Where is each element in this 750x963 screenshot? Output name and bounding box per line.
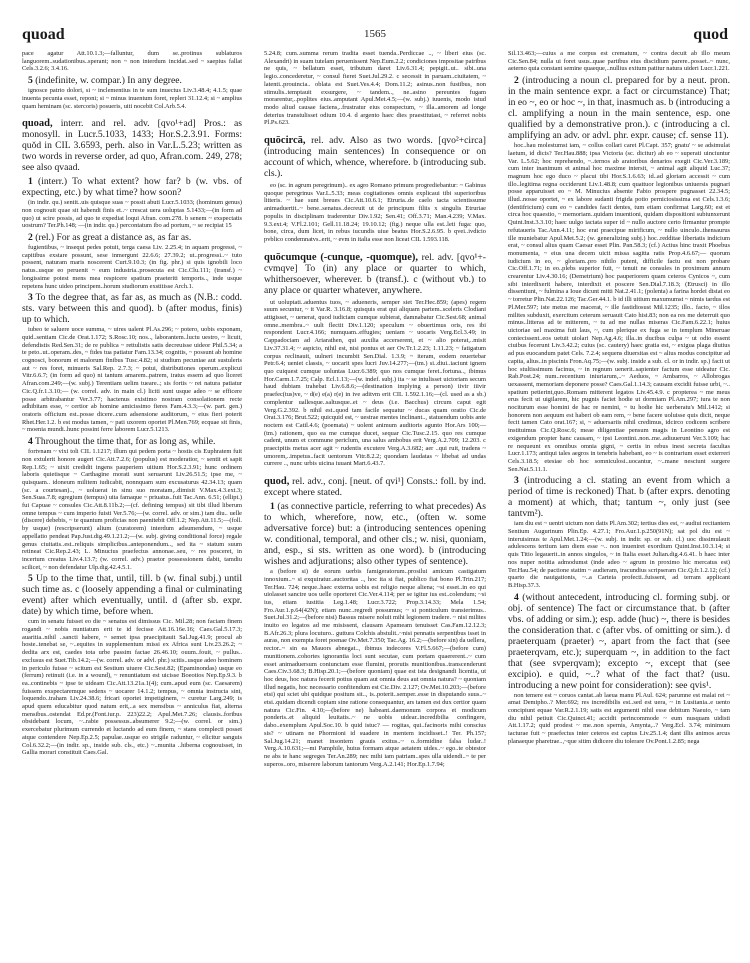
citation-block: 5.24.8; cum..summa rerum tradita esset tuenda..Perdiccae .., ~ liberi eius (sc. Alexandri) in suam tutelam peruenissent Nep.Eum.2.2; condiciones impositae patribus ne quis, ~ bellatum esset, tributum daret Liv.6.31.4; pepigit..ut.. sibi..una legio..concederetur, ~ consul fieret Suet.Jul.29.2. c secessit in paruam..ciuitatem, ~ latenti..prouincia.. oblata est Suet.Ves.4.4; Dom.11.2; asinus..non fustibus, non stimulis..temptauit exsurgere, ~ tandem.., ne..asino pereuntes fugam morarentur,..poplites eius..amputant Apul.Met.4.5;—(w. subj.) iuuenis, modo istud modo aliud causae faciens,..frustratur eius conspectum, ~ illa..amorem ad longe deterius transtulisset odium 10.4. d argento haec dies praestitutast, ~ referret nobis Pl.Ps.623. xyxy=(264,50,486,127)
entry-headword: quōcumque (-cunque, -quomque), xyxy=(264,251,419,263)
dictionary-entry xyxy=(264,476,486,498)
citation-block: cum in senatu fuisset eo die ~ senatus est dimissus Cic. Mil.28; non faciam finem rogandi ~ nobis nuntiatum erit te id fecisse Att.16.16e.16; Caes.Gal.5.17.3; auaritia..nihil ..sancti habere, ~ semet ipsa praecipitauit Sal.Jug.41.9; procul ab hoste..tenebat se, ~..equites in supplementum missi ex Africa sunt Liv.23.26.2; ~ dedita arx est, caedes tota urbe passim factae 26.46.10; ouum..fouit, ~ pullus.. exclusus est Suet.Tib.14.2;—(w. correl. adv. or advl. phr.) scitis..usque adeo hominem in periculo fuisse ~ scitum est Sestium uiuere Cic.Sest.82; (Epaminondas) usque eo (ferrum) retinuit (i.e. in a wound), ~ renuntiatum est uicisse Boeotios Nep.Ep.9.3. b ea..continebis ~ ipse te uideam Cic.Att.13.21a.1(4); cum..apud eum (sc. Caesarem) fuissem exspectaremque sedens ~ uocarer 14.1.2; tempus, ~ omnia instructa sint, loquendo..traham Liv.24.38.6; fricari oportet impetiginem, ~ curetur Larg.249; is apud quem educabitur quod natum erit,..a sex mensibus ~ anniculus fiat, alterna mensibus..ostendat Ed.pr.(Font.iur.p. 223)22.2; Apul.Met.7.26; clausis..foribus obsidebant locum, ~..rabie possessus..absumerer 9.2;—(w. correl. or sim.) exercebatur plurimum currendo et luctando ad eum finem, ~ stans complecti posset atque contendere Nep.Ep.2.5; papulae..usque eo strigile raduntur, ~ elicitur sanguis Col.6.32.2;—(in indir. sp., inside sub. cls., etc.) ~..munita ..hiberna cognouisset, in Gallia morari constituit Caes.Gal. xyxy=(22,618,242,757)
sense-number: 4 xyxy=(514,591,519,603)
sense-text: (without antecedent, introducing cl. forming subj. or obj. of sentence) The fact or circumstance that. b (after vbs. of adding or sim.); esp. adde (huc) ~, there is besides the consideration that. c (after vbs. of omitting or sim.). d praeterquam (praeter) ~, apart from the fact that (see praeterqvam, etc.); superquam ~, in addition to the fact that (see svperqvam); excepto ~, except that (see excipio). e quid, ~..? what of the fact that? (usu. introducing a new point for consideration): see qvis¹. xyxy=(508,591,731,691)
sense-definition xyxy=(22,176,242,198)
sense-number: 3 xyxy=(514,475,519,487)
column-2 xyxy=(264,50,486,769)
sense-text: Up to the time that, until, till. b (w. final subj.) until such time as. c (loosely appending a final or culminating event) after which eventually, until. d (after sb. expr. date) by which time, before when. xyxy=(22,573,242,618)
sense-text: (as connective particle, referring to what precedes) As to which, wherefore, now, etc., (often w. some adversative force) but: a (introducing sentences opening w. conditional, temporal, and other cls.; w. nisi, quoniam, and, esp., si sts. written as one word). b (introducing wishes and adjurations; also other types of sentence). xyxy=(264,501,486,568)
citation-block: Sil.13.463;—cuius a me corpus est crematum, ~ contra decuit ab illo meum Cic.Sen.84; nulla ui foret usus..quae partibus eius discidium parere..posset..~ nunc, aeterno quia constant semine quaeque,..nullius exitum patitur natura uideri Lucr.1.221. xyxy=(508,50,730,73)
entry-headword: quod, xyxy=(264,476,290,488)
sense-text: (indefinite, w. compar.) In any degree. xyxy=(35,75,182,87)
sense-definition xyxy=(22,232,242,243)
sense-definition xyxy=(22,436,242,447)
sense-number: 1 xyxy=(28,176,33,188)
sense-number: 3 xyxy=(28,292,33,304)
sense-number: 5 xyxy=(28,573,33,585)
citation-block: iubeo te saluere uoce summa, ~ uires ualent Pl.As.296; ~ potero, uobis exponam, quid..sentiam Cic.de Orat.1.172; S.Rosc.10; nos.., laborantem..luctu uestro, ~ licuit, defendistis Red.Sen.31; de re publica ~ rettulistis satis decreuisse uideor Phil.5.34; a te peto..ut..operam..des, ~ fides tua patiatur Fam.13.34; cognitis, ~ possunt ab homine cognosci, bonorum et malorum finibus Tusc.4.82; si studium pecuniae aut sustuleris aut ~ res foret, minueris Sal.Rep. 2.7.3; ~ potui, distributiones operum..explicui Vitr.6.6.7; (in form ad quo) ni tantum amarem..patrem, iratus essem ad quo liceret Afran.com.249;—(w. subj.) Terentiam uelim tueare..; sis fortis ~ rei natura patiatur Cic.Q.fr.1.3.10;— (w. correl. adv. in main cl.) liciti sunt usque adeo ~ se efficere posse arbitrabantur Ver.3.77; hactenus existimo nostram consolationem recte adhibitam esse, ~ certior ab homine amicissimo fieres Fam.4.3.3;—(w. part. gen.) oratoris officium est..posse dicere..cum adsensione auditorum, ~ eius fieri poterit Rhet.Her.1.2. b est modus tamen, ~ pati uxorem oportet Pl.Men.769; ecquae sit finis, ~ moenia mundi..hunc possint ferre laborem Lucr.5.1213. xyxy=(22,326,242,434)
page-number: 1565 xyxy=(364,28,386,40)
sense-text: (rel.) For as great a distance as, as far as. xyxy=(35,232,192,244)
sense-text: (introducing a noun cl. prepared for by a neut. pron. in the main sentence expr. a fact or circumstance) That; in eo ~, eo or hoc ~, in that, inasmuch as. b (introducing a cl. amplifying a noun in the main sentence, esp. one qualified by a demonstrative pron.). c (introducing a cl. amplifying an adv. or advl. phr. expr. cause; cf. sense 11). xyxy=(508,75,730,142)
citation-block: ut uoluptati..aduentus tuos, ~ adueneris, semper siet Ter.Hec.859; (apes) regem suum secuntur, ~ it Var.R. 3.16.8; quisquis erat qui aliquam partem..sceleris Clodiani attigisset, ~ uenerat, quod iudiciam cumque subierat, damnabatur Cic.Sest.68; animal omne..membra..~ uult flectit Div.1.120; speculum ~ obuertimus oris, res ibi respondent Lucr.4.166; numquam..effugies; ueniam ~ uocaris Verg.Ecl.3.49; in Cappadociam ad Ariarathen, qui auxilia accerserent, et ~ alio poterat,..misit Liv.37.31.4; ~ aspicio, nihil est, nisi pontus et aer Ov.Tr.1.2.23; 1.11.23; ~ fatigatum corpus reclinauit, uulneri incumbit Sen.Dial. 1.3.9; ~ iteram, eodem reuertebar Petr.6.4; ueniet classis, ~ uocarit spes lucri Juv.14.277;—(tm.) si..diui..iaciunt ignem quo cuiquest cumque uoluntas Lucr.6.389; quo nos cumque feret..fortuna.., ibimus Hor.Carm.1.7.25; Calp. Ecl.1.13;—(w. indef. subj.) ita ~ se intulisset uictoriam secum haud dubiam trahebat Liv.6.8.6;—(destination implying a person) iivir iiivir praefec(tus)ve, ~ d(e) e(a) r(e) in ive aditvm erit CIL 1.592.1.16;—(cl. used as a sb.) complentur uallesque..saltusque..et ~ deus (i.e. Bacchus) circum caput egit Verg.G.2.392. b nihil est..quod tam facile sequatur ~ ducas quam oratio Cic.de Orat.3.176; Brut.522; quicquid est, ~ uestrae mentes inclinant.., statuendum uobis ante noctem est Catil.4.6; (poemata) ~ uolent animum auditoris agunto Hor.Ars 100;—(tm.) rationem, quo ea me cumque ducet, sequar Cic.Tusc.2.15. quo res cumque cadent, unum et commune periclum, una salus ambobus erit Verg.A.2.709; 12.203. c praecipitis metus acer agit ~ rudentis excutere Verg.A.3.682; aer ..qui ruit, tradens ~ umorem,..impetus..facit uentorum Vitr.8.2.2; quondam laudatas ~ libebat ad undas currere .., nunc urbis uicina iuuant Mart.6.43.7. xyxy=(264,298,486,468)
citation-block: non temere est ~ coruos cantat..ab laeua manu Pl.Aul. 624; parumne est malai rei ~ amat Demipho..? Mer.692; res incredibilis est..sed est uera, ~ in Lusitania..e uento concipiunt equae Var.R.2.1.19; satis est argumenti nihil esse debitum Naeuio, ~ tam diu nihil petiuit Cic.Quinct.41; accidit perincommode ~ eum nusquam uidisti Att.1.17.2; quid prodest ~ me..non spernis, Amynta,..? Verg.Ecl. 3.74; minimum iacturae fuit ~ praefectus inter ceteros est captus Liv.25.1.4; dant illis animos arcus planaeque pharetrae..,~que sitim didicere diu tolerare Ov.Pont.1.2.85; nega xyxy=(508,691,730,745)
sense-text: To the degree that, as far as, as much as (N.B.: codd. sts. vary between this and quod). b (after modus, finis) up to which. xyxy=(22,292,242,326)
citation-block: iam diu est ~ uentri uictum non datis Pl.Am.302; tertius dies est, ~ audiui recitantem Sentium Augurinum Plin.Ep. 4.27.1; Fro.Aur.1.p.250(91N); sat pol diu est ~ interuisimus te Apul.Met.1.24;—(w. subj. in indir. sp. or sub. cl.) uoc dissimulauit adulescens tertium iam diem esse ~.. non inueniret exordium Quint.Inst.10.3.14; si quis Titio legauerit..in annos singulos, ~ in Italia esset Julian.dig.4.6.41. b haec inter nos nuper notitia admodumst (inde adeo ~ agrum in proximo hic mercatus est) Ter.Hau.54; de pactione statim ~ audieram, iracundius scripseram Cic.Q.fr.1.2.12; (cf.) quarto die nauigationis, ~..a Carteia profecti..fuissent, ad terram applicant B.Hisp.37.3. xyxy=(508,520,730,589)
citation-block: eo (sc. in agrum peregrinum).. ex agro Romano primum progrediebantur: ~ Gabinus quoque peregrinus Var.L.5.33; meas cogitationes omnis explicaui tibi superioribus litteris. ~ hae sunt breues Cic.Att.10.6.1; Etruria..de caelo tacta scientissume animaduertit..~ bene..senatus..decreuit ut de principum filiis x singulis Etruriae populis in disciplinam traderentur Div.1.92; Sen.41; Off.3.71; Man.4.239; V.Max. 9.3.ext.4; V.Fl.2.101; Gell.11.18.24; 19.10.12; (fig.) neque ulla est..leti fuga: quo, bone, circa, dum licet, in rebus iucundis uiue beatus Hor.S.2.6.95. b qvei..ivdicio pvblico condemnatvs..erit, ~ evm in italia esse non liceat CIL 1.593.118. xyxy=(264,182,486,243)
entry-headword: quōcircā, xyxy=(264,135,306,147)
column-1 xyxy=(22,50,242,758)
dictionary-entry xyxy=(22,118,242,173)
right-guideword: quod xyxy=(693,26,728,43)
sense-definition xyxy=(508,75,730,141)
entry-etymology: rel. adv. Also as two words. [qvo²+circa] (introducing main sentences) In consequence or on account of which, whence, wherefore. b (introducing sub. cls.). xyxy=(264,135,486,180)
entry-etymology: rel. adv., conj. [neut. of qvi¹] Consts.: foll. by ind. except where stated. xyxy=(264,476,487,499)
sense-definition xyxy=(508,475,730,519)
sense-number: 2 xyxy=(28,232,33,244)
dictionary-entry xyxy=(264,252,486,296)
sense-text: (introducing a cl. stating an event from which a period of time is reckoned) That. b (after exprs. denoting a moment) at which, that; tantum ~, only just (see tantvm²). xyxy=(508,475,730,520)
citation-block: (in indir. qu.) sentit..uis quisque suas ~ possit abuti Lucr.5.1033; (hominum genus) non cognouit quae sit habendi finis et..~ crescat uera uoluptas 5.1433;—(in form ad quo) ut scire possis, ad quo te expediat loqui Afran. com.278. b senem ~ exspectatis uostrum? Ter.Ph.148; —(in indir. qu.) percontatum ibo ad portum, ~ se recipiat 15 xyxy=(22,199,242,230)
citation-block: fortvnam ~ vixi toli CIL 1.1217; illum qui pedem porta ~ hostis cis Euphratem fuit non extulerit honore augeri Cic.Att.7.2.6; (populus) est moderatior, ~ sentit et sapit Rep.1.65; ~ uixit credidit ingens pauperiem uitium Hor.S.2.3.91; hunc ordinem laboris quietisque ~ Carthagine morati sunt seruarunt Liv.26.51.5; ipse me, ~ quisquam.. idoneum militem iudicabit, nonnquam sum excusaturus 42.34.13; quam (sc. a courtesan).., ~ uoluerat in sinu suo moratam,..dimisit V.Max.4.3.ext.3; Sen.Suas.7.8; egregium (tempus) uita famaque ~ priuatus..fuit Tac.Ann. 6.51; (ellipt.) fui Capuae ~ consules Cic.Att.8.11b.2;—(cf. defining tempus) sit tibi illud liberum omne tempus ~ cum imperio fuisti Ver.5.76;—(w. correl. adv. or sim.) tam diu.. uelle (discere) debebis, ~ te quantum proficias non paenitebit Off.1.2; Nep.Att.11.5;—(foll. by usque) (rescripserunt) alium (curatorem) interdum adsumendum, ~ usque appellatio pendeat Pap.Just.dig.49.1.21.2;—(w. subj. giving conditional force) regale genus ciuitatis..est..reliquis simplicibus..anteponendum.., sed ita ~ statum suum retineat Cic.Rep.2.43; L. Minucius praefectus annonae..seu, ~ res posceret, in incertum creatus Liv.4.13.7; (w. correl. adv.) praetor possessionem dabit, tamdiu scilicet, ~ non defendatur Ulp.dig.42.4.5.1. xyxy=(22,448,242,571)
citation-block: a (before si) de eorum uerbis famigeratorum..prosilui amicum castigatum innoxium..~ si exquiratur..auctoritas .., hoc ita si fiat, publico fiat bono Pl.Trin.217; Ter.Hau. 724; neque..haec externa uobis est religio neque aliena; ~si esset..in eo qui uiolasset sancire uos uelle oporteret Cic.Ver.4.114; per se igitur ius est..colendum; ~si ius, etiam iustitia Leg.1.48; Lucr.3.722; Prop.3.14.33; Mela 1.54; Fro.Aur.1.p.64(42N); etiam nunc..regredi possumus; ~ si ponticulum transierimus.. Suet.Jul.31.2;—(before nisi) Bassus misere noluit mihi legionem tradere. ~ nisi milites inuito eo legatos ad me misissent, clausam Apameam tenuisset Cas.Fam.12.12.3; B.Afr.26.3; plura locuturo.. guttura Colchis abstulit..~nisi pennatis serpentibus isset in auras, non exempta foret poenae Ov.Met.7.350; Tac.Ag. 16.2;—(before sin) da uellera, rector..~ sin ea Mauors abnegat.., ibimus indecores V.Fl.5.667;—(before cum) munitionem..cohortes ignorantia loci sunt secutae, cum portam quaererent..~ cum esset animaduersum coniunctam esse flumini, prorutis munitionibus..transcenderunt Caes.Civ.3.68.3; B.Hisp.20.1;—(before quoniam) quae est ista designandi licentia, ut hoc deus, hoc natura fecerit potius quam aut omnia deus aut omnia natura? ~ quoniam illud negatis, hoc necessario confitendum est Cic.Div. 2.127; Ov.Met.10.203;—(before etsi) qui sciet ubi quidque positum sit.., is..poterit..semper..esse in disputando suus..~ etsi..quidam dicendi copiam sine ratione consequantur, ars tamen est dux certior quam natura Cic.Fin. 4.10;—(before ne) habeant..daemonum corpora et modicum ponderis..et aliquid leuitatis..~ ne uobis uidear..incredibilia confingere, dabo..exemplum Apul.Soc.10. b quid istuc? — rogitas, qui..facinoris mihi conscius sis? ~ utinam ne Phormioni id suadere in mentem incidisset..! Ter. Ph.157; Sal.Jug.14.21; manet insontem grauis exitus..~ o..formidine falsa ludar..! Verg.A.10.631;—mi Pamphile, huius formam atque aetatem uides..~ ego..te obtestor ne abs te hanc segreges Ter.An.289; nec mihi iam patriam..spes ulla uidendi..~ te per superos..oro, miserere laborum tantorum Verg.A.2.141; Hor.Ep.1.7.94; xyxy=(264,568,486,768)
citation-block: ignosce patrio dolori, si ~ inclementius in te sum inuectus Liv.3.48.4; 4.1.5; quae inuenta pecunia esset, reponi; si ~ minus inuentum foret, repleri 31.12.4; si ~ amplius quam heminam (sc. stercoris) posueris, uiti nocebit Col.Arb.5.4. xyxy=(22,87,242,110)
citation-block: hoc..hau molestumst iam, ~ collus collari caret Pl.Capt. 357; gnatu' ~ se adsimulat laetum, id dicis? Ter.Hau.888; ipsa Victoria (sc. dicitur) ab eo ~ superati uinciuntur Var. L.5.62; hoc reprehendo, ~..ternos ab aratoribus denarios exegit Cic.Ver.3.189; cum inter inanimum et animal hoc maxime intersit, ~ animal agit aliquid Luc.37; magnum hoc ego duco ~ placui tibi Hor.S.1.6.63; id..ad gloriam accessit ~ cum illo..legitima regna occiderunt Liv.1.48.8; cum quattuor legionibus uniuersis pugnari posse apparuisset eo ~ M. Minucius absente Fabio prospere pugnasset 22.34.5; illud..nosse oportet, ~ ex labore sudanti frigida potio perniciosissima est Cels.1.3.6; (dentifricium) cum eo ~ candides facit dentes, tum etiam confirmat Larg.60; est et circa hoc quaestio, ~ memoriam..quidam inuentioni, quidam dispositioni subiunxerunt Quint.Inst.3.3.10; haec uulgo iactata super id ~ nullo auctore certo firmantur prompte refutaueris Tac.Ann.4.11; hoc erat praecipue mirificum, ~ nullo uinculo..thensaurus ille muniebatur Apul.Met.5.2; (w. generalizing subj.) hoc..redditae libertatis indicium erat, ~ consul alius quam Caesar esset Plin. Pan.58.3; (cf.) Actius hinc traxit Phoebus monumenta, ~ eius una decem uicit missa sagitta ratis Prop.4.6.67;— quorum iudicium in eo, ~ gloriam..pro nihilo putent, difficile factu est non probare Cic.Off.1.71; in eo..plebs superior fuit, ~ tenuit ne consules in proximum annum crearentur Liv.4.30.16; (Demetrium) hoc pauperiorem quam ceteros Cynicos ~, cum sibi interdixerit habere, interdixit et poscere Sen.Dial.7.18.3; (Etrusci) in illo dissentiunt, ~ fulmina a Ioue dicunt mitti Nat.2.41.1; (polenta) a farina hordei distat eo ~ torretur Plin.Nat.22.126; Tac.Ger.44.1. b id illi uitium maxumumst ~ nimis tardus est Pl.Mer.597; iste metus me macerat, ~ ille fastidiosust Mil.1235; illo.. facto, ~ illos milites subduxit, exercitum ceterum seruauit Cato hist.83; non ea res me deterruit quo minus..litteras ad te mitterem, ~ tu ad me nullas miseras Cic.Fam.6.22.1; huius uictoriae uel maxima fuit laus, ~, cum plerique ex fuga se in templum Mineruae coniecissent..eos uetuit uiolari Nep.Ag.4.6; illa..in ducibus culpa ~ ut odio essent ciuibus fecerunt Liv.3.42.2; cuius (sc. cautery) haec gratia est, ~ exigua plaga diutius ad pus euocandum patet Cels. 7.2.4; sequens diuersitas est ~ alius modus concipitur ad capita, alius..in piscinis Fron.Aq.75;—(w. subj. inside a sub. cl. or in indir. sp.) facit ut hoc stultissimum facinus, ~ in regnum uenerit..sapienter factum esse uideatur Cic. Rab.Post.24; num..recentium iniuriarum,..~ Aeduos, ~ Ambarros, ~ Allobrogas uexassent, memoriam deponere posse? Caes.Gal.1.14.3; causam excidii fuisse urbi, ~.. spatium petierint,quo..Romam mitterent legatos Liv.45.4.9. c propterea ~ me meus erus fecit ut uigilarem, hic pugnis faciet hodie ut dormiam Pl.Am.297; iura te non nociturum esse homini de hac re nemini, ~ tu hodie hic uerberatu's Mil.1412; si honorem non aequum est haberi ob eam rem, ~ bene facere uoluisse quis dicit, neque fecit tamen Cato orat.167; si, ~ aduersariis nihil credimus, idcirco codicem scribere instituimus Cic.Q.Rosc.6; meae diligentiae pensum magis in Leontino agro est exigendum propter hanc causam, ~ ipsi Leontini..non..me..adiuuerunt Ver.3.109; hac re nequeunt ex omnibus omnia gigni, ~ certis in rebus inest secreta facultas Lucr.1.173; antiqui tales aegros in tenebris habebant, eo ~ is contrarium esset exterreri Cels.3.18.5; etesiae ob hoc somniculosi..uocantur, ~..mane nesciunt surgere Sen.Nat.5.11.1. xyxy=(508,142,731,473)
column-3 xyxy=(508,50,730,747)
sense-text: Throughout the time that, for as long as, while. xyxy=(35,436,216,448)
citation-block: pace agatur Att.10.1.3;—falluntur, dum se..protinus sublaturos languorem..sudationibus..sperant; non ~ non interdum incidat..sed ~ saepius fallat Cels.3.2.6; 3.4.16. xyxy=(22,50,242,73)
entry-etymology: rel. adv. [qvo¹+-cvmqve] To (in) any place or quarter to which, whithersoever, wherever. b (transf.). c (without vb.) to any place or quarter whatever, anywhere. xyxy=(264,251,486,296)
sense-number: 2 xyxy=(514,75,519,87)
citation-block: fugientibus, ~ insequi pedes potuit, terga caesa Liv. 2.25.4; in aquam progressi, ~ capitibus exstare possunt, sese inmergunt 22.6.6; 27.39.2; ut..progressi..~ tuto possent, naturam maris noscerent Curt.9.10.3; (in fig. phr.) si quis ignobili loco natus..usque eo peruenit ~ eum industria..prosecuta est Cic.Clu.111; (transf.) ~ longissime potest mens mea respicere spatium praeteriti temporis.., inde usque repetens hunc uideo principem..horum studiorum exstitisse Arch.1. xyxy=(22,244,242,290)
running-head xyxy=(0,26,750,46)
entry-headword: quoad, xyxy=(22,118,53,130)
sense-text: (interr.) To what extent? how far? b (w. vbs. of expecting, etc.) by what time? how soon? xyxy=(22,176,242,199)
entry-etymology: interr. and rel. adv. [qvo¹+ad] Pros.: as monosyll. in Lucr.5.1033, 1433; Hor.S.2.3.91. Forms: quŏd in CIL 3.6593, perh. also in Var.L.5.23; written as two words in reverse order, ad quo, Afran.com. 249, 278; see also qvaad. xyxy=(22,118,242,174)
sense-definition xyxy=(508,592,730,691)
sense-definition xyxy=(22,573,242,617)
dictionary-entry xyxy=(264,135,486,179)
left-guideword: quoad xyxy=(22,26,65,43)
sense-number: 1 xyxy=(270,501,275,513)
sense-number: 4 xyxy=(28,436,33,448)
sense-number: 5 xyxy=(28,75,33,87)
sense-definition xyxy=(22,75,242,86)
sense-definition xyxy=(264,501,486,567)
sense-definition xyxy=(22,292,242,325)
